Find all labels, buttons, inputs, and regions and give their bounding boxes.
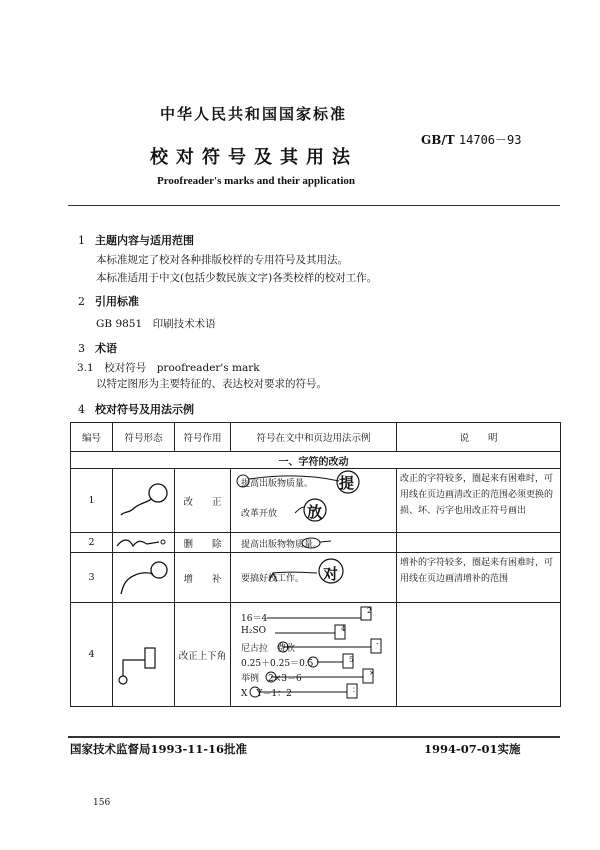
delete-symbol-icon bbox=[113, 534, 173, 552]
superscript-symbol-icon bbox=[113, 620, 173, 690]
section-number: 2 bbox=[78, 295, 85, 308]
document-title: 校对符号及其用法 bbox=[150, 147, 358, 168]
row-note bbox=[397, 603, 561, 707]
row-number: 1 bbox=[71, 469, 113, 533]
proofreading-marks-table bbox=[70, 422, 561, 707]
row-note: 增补的字符较多，圈起来有困难时，可用线在页边画清增补的范围 bbox=[397, 553, 561, 603]
example-mark-1: 对 bbox=[323, 565, 339, 583]
symbol-insert-cell bbox=[113, 553, 175, 603]
delete-marks-drawing bbox=[231, 533, 397, 553]
section-1-heading bbox=[78, 232, 194, 248]
example-text-1: 要搞好校工作。 bbox=[241, 574, 305, 584]
margin-mark: 4 bbox=[341, 625, 346, 633]
section-number: 1 bbox=[78, 234, 85, 247]
effective-date-text: 1994-07-01实施 bbox=[424, 742, 521, 756]
example-text-2: 改革开放 bbox=[241, 509, 278, 519]
insert-symbol-icon bbox=[113, 554, 173, 602]
section-number: 3 bbox=[78, 342, 85, 355]
document-subtitle: Proofreader's marks and their application bbox=[157, 175, 355, 187]
gb-prefix: GB/T bbox=[421, 133, 455, 147]
row-action: 删 除 bbox=[175, 533, 231, 553]
table-row bbox=[71, 533, 561, 553]
example-line: X Y＝1：2 bbox=[241, 689, 292, 699]
header-rule bbox=[68, 205, 560, 206]
margin-mark: ： bbox=[352, 685, 360, 694]
insert-marks-drawing bbox=[231, 553, 397, 603]
category-row bbox=[71, 452, 561, 469]
example-text-1: 提高出版物物质量。 bbox=[241, 540, 323, 550]
section-title: 引用标准 bbox=[95, 295, 139, 308]
row-note bbox=[397, 533, 561, 553]
subsection-number: 3.1 bbox=[77, 362, 94, 374]
table-row bbox=[71, 469, 561, 533]
correction-marks-drawing bbox=[231, 469, 397, 533]
row-action: 增 补 bbox=[175, 553, 231, 603]
row-action: 改正上下角 bbox=[175, 603, 231, 707]
example-line: H₂SO bbox=[241, 626, 267, 636]
example-cell bbox=[231, 533, 397, 553]
section-3-1-term bbox=[77, 360, 260, 375]
row-action: 改 正 bbox=[175, 469, 231, 533]
example-text-1: 提高出版物质量。 bbox=[241, 479, 314, 489]
section-4-heading bbox=[78, 401, 194, 417]
example-mark-1: 提 bbox=[339, 474, 355, 492]
header-usage-example: 符号在文中和页边用法示例 bbox=[231, 423, 397, 452]
section-title: 主题内容与适用范围 bbox=[95, 234, 194, 247]
section-1-para-1: 本标准规定了校对各种排版校样的专用符号及其用法。 bbox=[96, 254, 348, 266]
page-number: 156 bbox=[93, 798, 111, 808]
term-text: 校对符号 proofreader's mark bbox=[104, 362, 260, 374]
superscript-marks-drawing bbox=[231, 603, 397, 707]
gb-number: 14706－93 bbox=[458, 133, 522, 147]
table-row bbox=[71, 553, 561, 603]
section-2-reference: GB 9851 印刷技术术语 bbox=[96, 318, 216, 330]
table-header-row bbox=[71, 423, 561, 452]
symbol-superscript-cell bbox=[113, 603, 175, 707]
example-line: 0.25＋0.25＝0.5 bbox=[241, 659, 314, 669]
symbol-delete-cell bbox=[113, 533, 175, 553]
row-number: 4 bbox=[71, 603, 113, 707]
margin-mark: 2 bbox=[367, 607, 372, 615]
standard-type-heading: 中华人民共和国国家标准 bbox=[160, 105, 348, 123]
header-number: 编号 bbox=[71, 423, 113, 452]
section-title: 术语 bbox=[95, 342, 117, 355]
example-cell bbox=[231, 553, 397, 603]
section-2-heading bbox=[78, 293, 139, 309]
margin-mark: 5 bbox=[349, 656, 354, 664]
correct-symbol-icon bbox=[113, 471, 173, 531]
header-symbol-function: 符号作用 bbox=[175, 423, 231, 452]
footer-rule bbox=[68, 736, 560, 738]
margin-mark: . bbox=[376, 637, 379, 646]
section-1-para-2: 本标准适用于中文(包括少数民族文字)各类校样的校对工作。 bbox=[96, 272, 378, 284]
category-title: 一、字符的改动 bbox=[231, 452, 397, 469]
symbol-correct-cell bbox=[113, 469, 175, 533]
example-mark-2: 放 bbox=[307, 503, 323, 521]
margin-mark: × bbox=[369, 669, 375, 677]
example-line: 举例 2×3＝6 bbox=[241, 674, 302, 684]
example-line: 16＝4 bbox=[241, 614, 268, 624]
section-title: 校对符号及用法示例 bbox=[95, 403, 194, 416]
section-number: 4 bbox=[78, 403, 85, 416]
header-description: 说 明 bbox=[397, 423, 561, 452]
approval-text: 国家技术监督局1993-11-16批准 bbox=[70, 742, 248, 756]
table-row bbox=[71, 603, 561, 707]
example-cell bbox=[231, 603, 397, 707]
row-number: 3 bbox=[71, 553, 113, 603]
example-line: 尼古拉 费欣 bbox=[241, 644, 296, 654]
row-number: 2 bbox=[71, 533, 113, 553]
section-3-heading bbox=[78, 340, 117, 356]
header-symbol-form: 符号形态 bbox=[113, 423, 175, 452]
example-cell bbox=[231, 469, 397, 533]
gb-code bbox=[421, 131, 521, 148]
section-3-1-definition: 以特定图形为主要特征的、表达校对要求的符号。 bbox=[96, 378, 327, 390]
row-note: 改正的字符较多，圈起来有困难时，可用线在页边画清改正的范围必须更换的损、坏、污字也用改正符号画出 bbox=[397, 469, 561, 533]
